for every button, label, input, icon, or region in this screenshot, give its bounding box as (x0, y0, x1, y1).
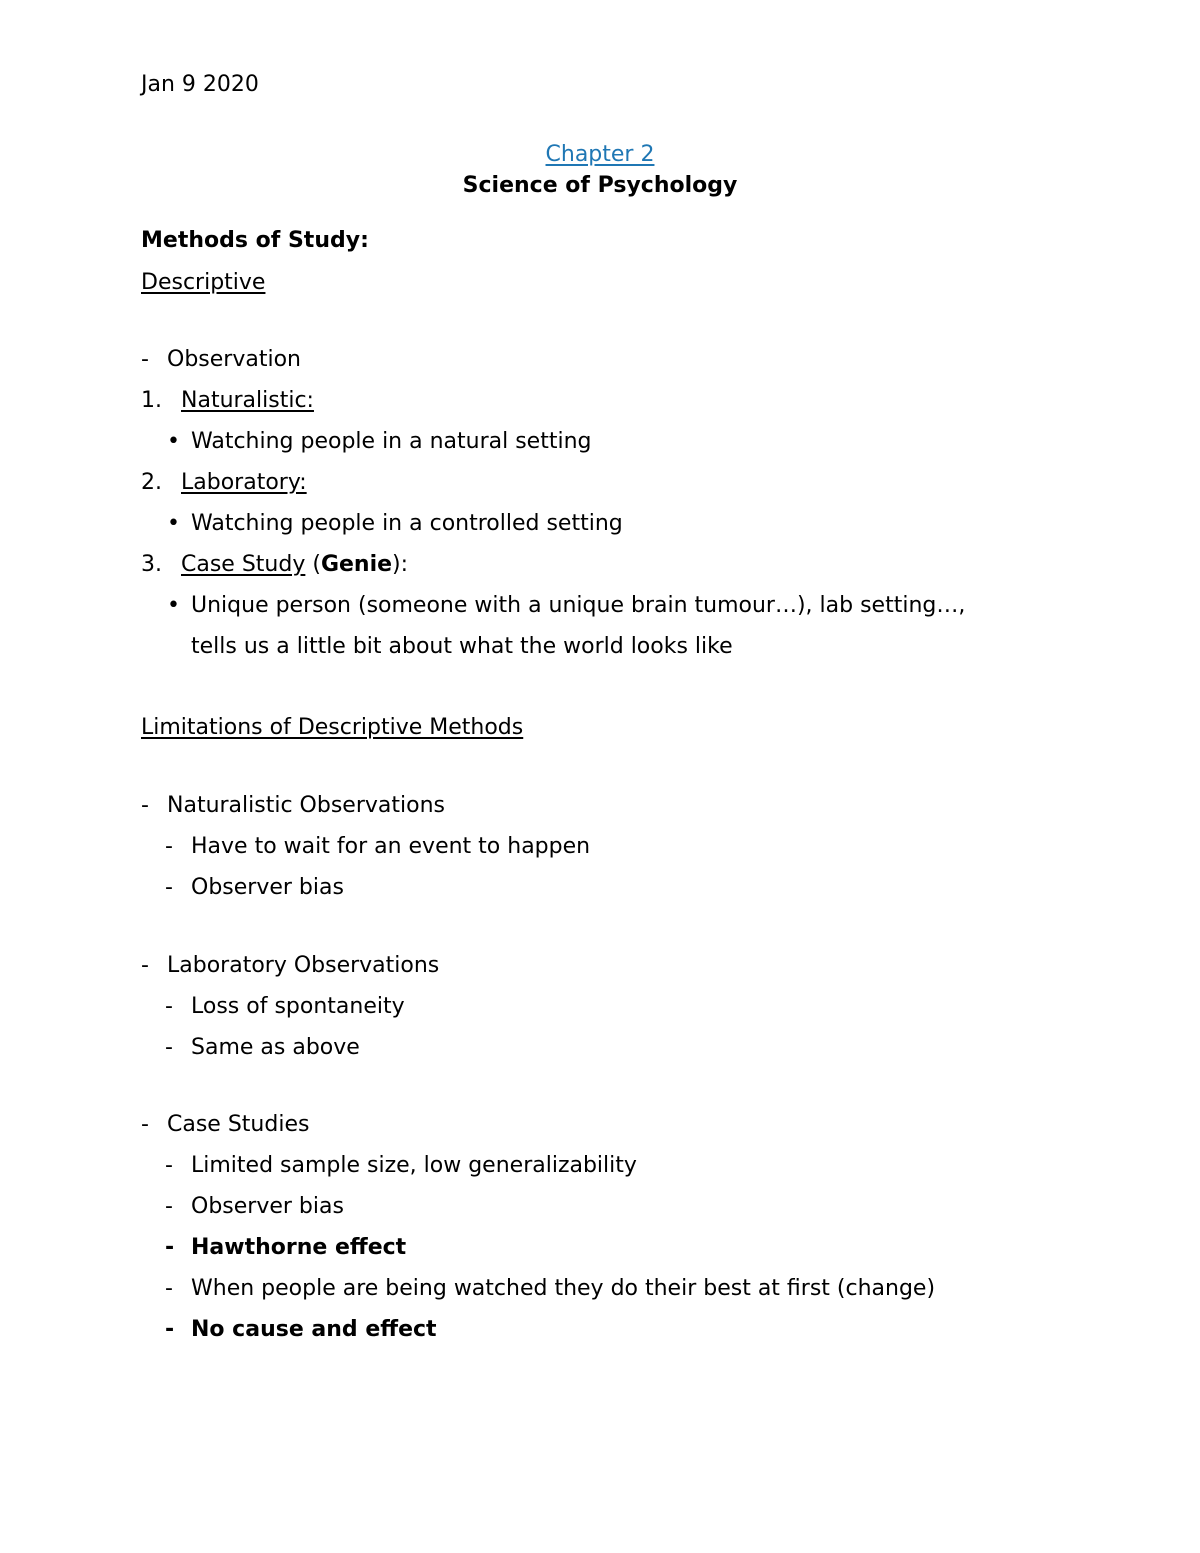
list-item: Watching people in a controlled setting (191, 511, 623, 536)
case-study-label: Case Study (181, 552, 306, 577)
dash-marker: - (165, 1194, 173, 1219)
list-item: Watching people in a natural setting (191, 429, 592, 454)
dash-marker: - (165, 834, 173, 859)
list-item: Loss of spontaneity (191, 994, 405, 1019)
descriptive-title: Descriptive (141, 270, 266, 295)
list-item: When people are being watched they do their best at first (change) (191, 1276, 936, 1301)
group-title: Naturalistic Observations (167, 793, 445, 818)
section-heading: Methods of Study: (141, 228, 369, 253)
subtitle: Science of Psychology (462, 173, 738, 198)
dash-marker: - (165, 1235, 175, 1260)
bullet-marker: • (167, 593, 180, 618)
group-title: Laboratory Observations (167, 953, 440, 978)
list-item: Limited sample size, low generalizability (191, 1153, 637, 1178)
genie-label: Genie (320, 552, 393, 577)
list-item: No cause and effect (191, 1317, 437, 1342)
bullet-marker: • (167, 511, 180, 536)
dash-marker: - (165, 1317, 175, 1342)
list-item: Have to wait for an event to happen (191, 834, 591, 859)
paren-open: ( (305, 552, 321, 577)
bullet-marker: • (167, 429, 180, 454)
laboratory-label: Laboratory: (181, 470, 307, 495)
list-number: 2. (141, 470, 162, 495)
list-item: Hawthorne effect (191, 1235, 407, 1260)
list-item: Observer bias (191, 1194, 344, 1219)
dash-marker: - (165, 1276, 173, 1301)
date: Jan 9 2020 (141, 72, 259, 97)
naturalistic-label: Naturalistic: (181, 388, 314, 413)
dash-marker: - (141, 347, 149, 372)
dash-marker: - (165, 1153, 173, 1178)
dash-marker: - (141, 953, 149, 978)
chapter-title: Chapter 2 (545, 142, 655, 167)
list-item: Observer bias (191, 875, 344, 900)
case-study-line (181, 554, 408, 576)
dash-marker: - (141, 1112, 149, 1137)
list-item: tells us a little bit about what the world looks like (191, 634, 733, 659)
dash-marker: - (165, 994, 173, 1019)
list-item: Same as above (191, 1035, 360, 1060)
dash-marker: - (165, 1035, 173, 1060)
list-number: 1. (141, 388, 162, 413)
list-item: Unique person (someone with a unique brain tumour…), lab setting…, (191, 593, 966, 618)
paren-close: ): (392, 552, 409, 577)
dash-marker: - (141, 793, 149, 818)
dash-marker: - (165, 875, 173, 900)
observation-label: Observation (167, 347, 301, 372)
group-title: Case Studies (167, 1112, 310, 1137)
list-number: 3. (141, 552, 162, 577)
limitations-title: Limitations of Descriptive Methods (141, 715, 524, 740)
